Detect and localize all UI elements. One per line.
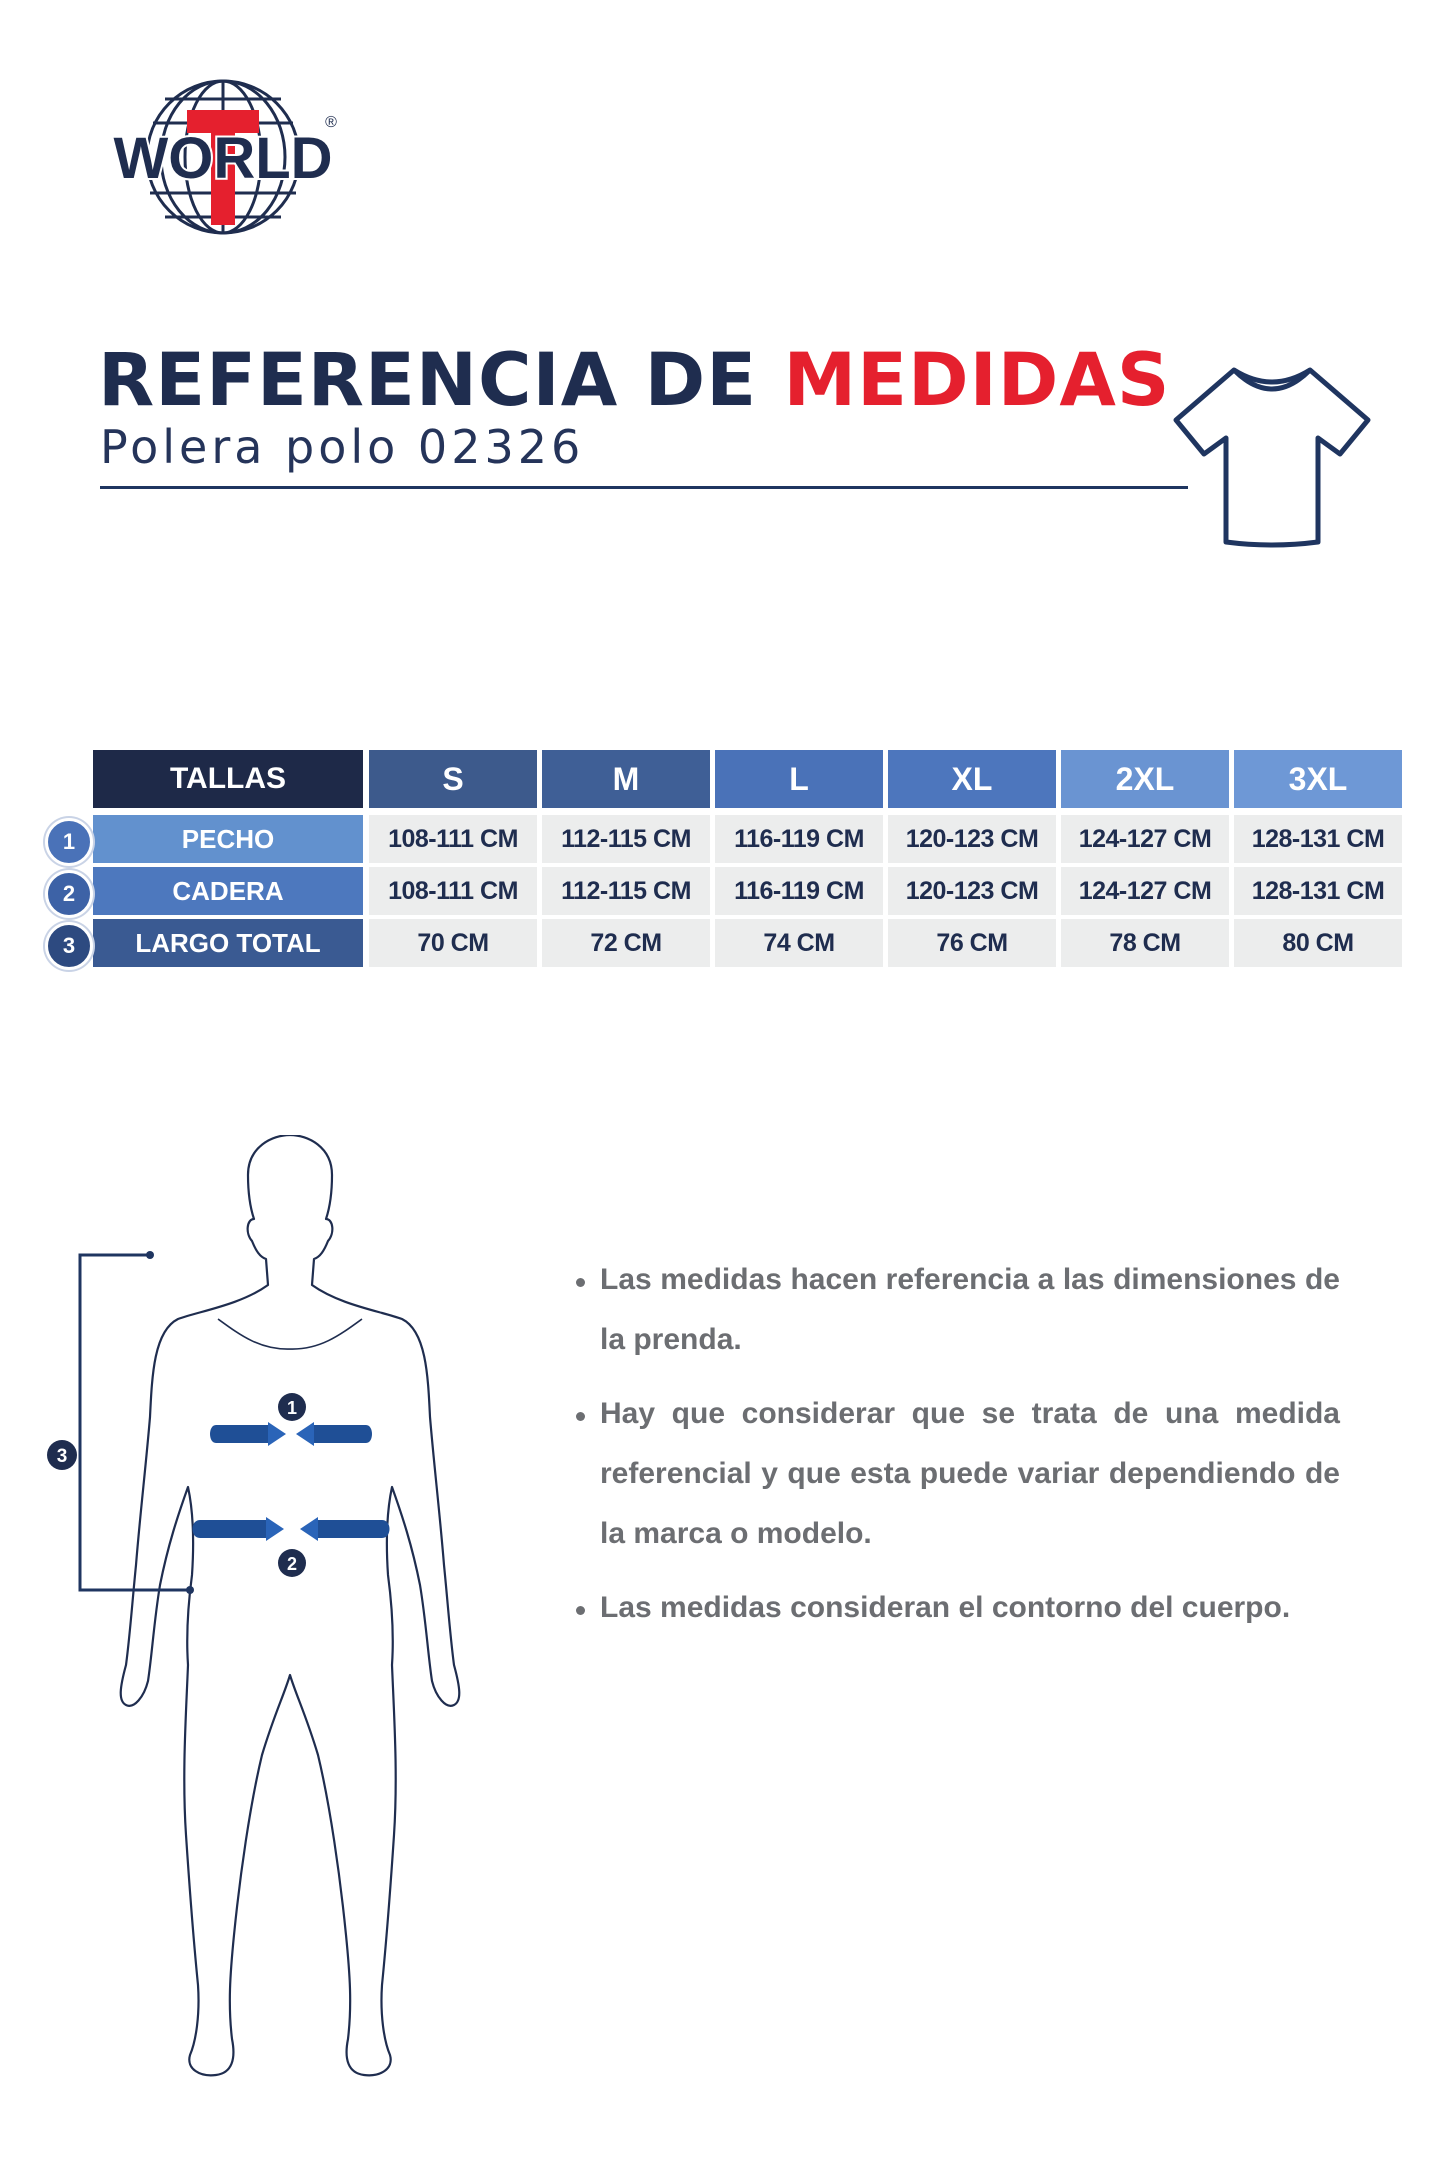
table-cell: 124-127 CM bbox=[1061, 815, 1229, 863]
size-header-3xl: 3XL bbox=[1234, 750, 1402, 808]
note-item: Hay que considerar que se trata de una medida referencial y que esta puede variar dependiendo de la marca o modelo. bbox=[570, 1384, 1340, 1564]
globe-logo-icon bbox=[105, 75, 345, 240]
size-header-xl: XL bbox=[888, 750, 1056, 808]
table-cell: 76 CM bbox=[888, 919, 1056, 967]
table-cell: 128-131 CM bbox=[1234, 867, 1402, 915]
size-header-l: L bbox=[715, 750, 883, 808]
note-item: Las medidas hacen referencia a las dimensiones de la prenda. bbox=[570, 1250, 1340, 1370]
table-cell: 120-123 CM bbox=[888, 815, 1056, 863]
size-header-m: M bbox=[542, 750, 710, 808]
table-cell: 116-119 CM bbox=[715, 815, 883, 863]
t-shirt-icon bbox=[1168, 358, 1376, 558]
page-subtitle: Polera polo 02326 bbox=[100, 420, 585, 474]
brand-logo bbox=[105, 75, 345, 240]
registered-mark: ® bbox=[325, 114, 337, 131]
row-label-largo-total: LARGO TOTAL bbox=[93, 919, 363, 967]
title-accent: MEDIDAS bbox=[783, 338, 1171, 423]
page-title bbox=[98, 338, 1170, 423]
table-cell: 124-127 CM bbox=[1061, 867, 1229, 915]
table-cell: 108-111 CM bbox=[369, 815, 537, 863]
row-label-cadera: CADERA bbox=[93, 867, 363, 915]
table-cell: 112-115 CM bbox=[542, 867, 710, 915]
table-corner-label: TALLAS bbox=[93, 750, 363, 808]
note-item: Las medidas consideran el contorno del cuerpo. bbox=[570, 1578, 1340, 1638]
body-outline bbox=[121, 1135, 460, 2075]
table-cell: 120-123 CM bbox=[888, 867, 1056, 915]
body-figure-diagram bbox=[40, 1135, 540, 2095]
row-number-badge: 3 bbox=[45, 922, 93, 970]
size-header-s: S bbox=[369, 750, 537, 808]
table-cell: 112-115 CM bbox=[542, 815, 710, 863]
table-cell: 74 CM bbox=[715, 919, 883, 967]
title-divider bbox=[100, 486, 1188, 489]
table-cell: 128-131 CM bbox=[1234, 815, 1402, 863]
table-cell: 78 CM bbox=[1061, 919, 1229, 967]
table-cell: 80 CM bbox=[1234, 919, 1402, 967]
marker-1-label: 1 bbox=[286, 1398, 298, 1418]
marker-2-label: 2 bbox=[286, 1554, 298, 1574]
marker-3-label: 3 bbox=[56, 1446, 68, 1467]
table-cell: 72 CM bbox=[542, 919, 710, 967]
table-cell: 108-111 CM bbox=[369, 867, 537, 915]
row-number-badge: 1 bbox=[45, 818, 93, 866]
measurement-notes bbox=[570, 1250, 1340, 1652]
row-label-pecho: PECHO bbox=[93, 815, 363, 863]
logo-text: WORLD bbox=[113, 126, 333, 191]
table-cell: 70 CM bbox=[369, 919, 537, 967]
size-header-2xl: 2XL bbox=[1061, 750, 1229, 808]
table-cell: 116-119 CM bbox=[715, 867, 883, 915]
row-number-badge: 2 bbox=[45, 870, 93, 918]
title-main: REFERENCIA DE bbox=[98, 338, 784, 423]
